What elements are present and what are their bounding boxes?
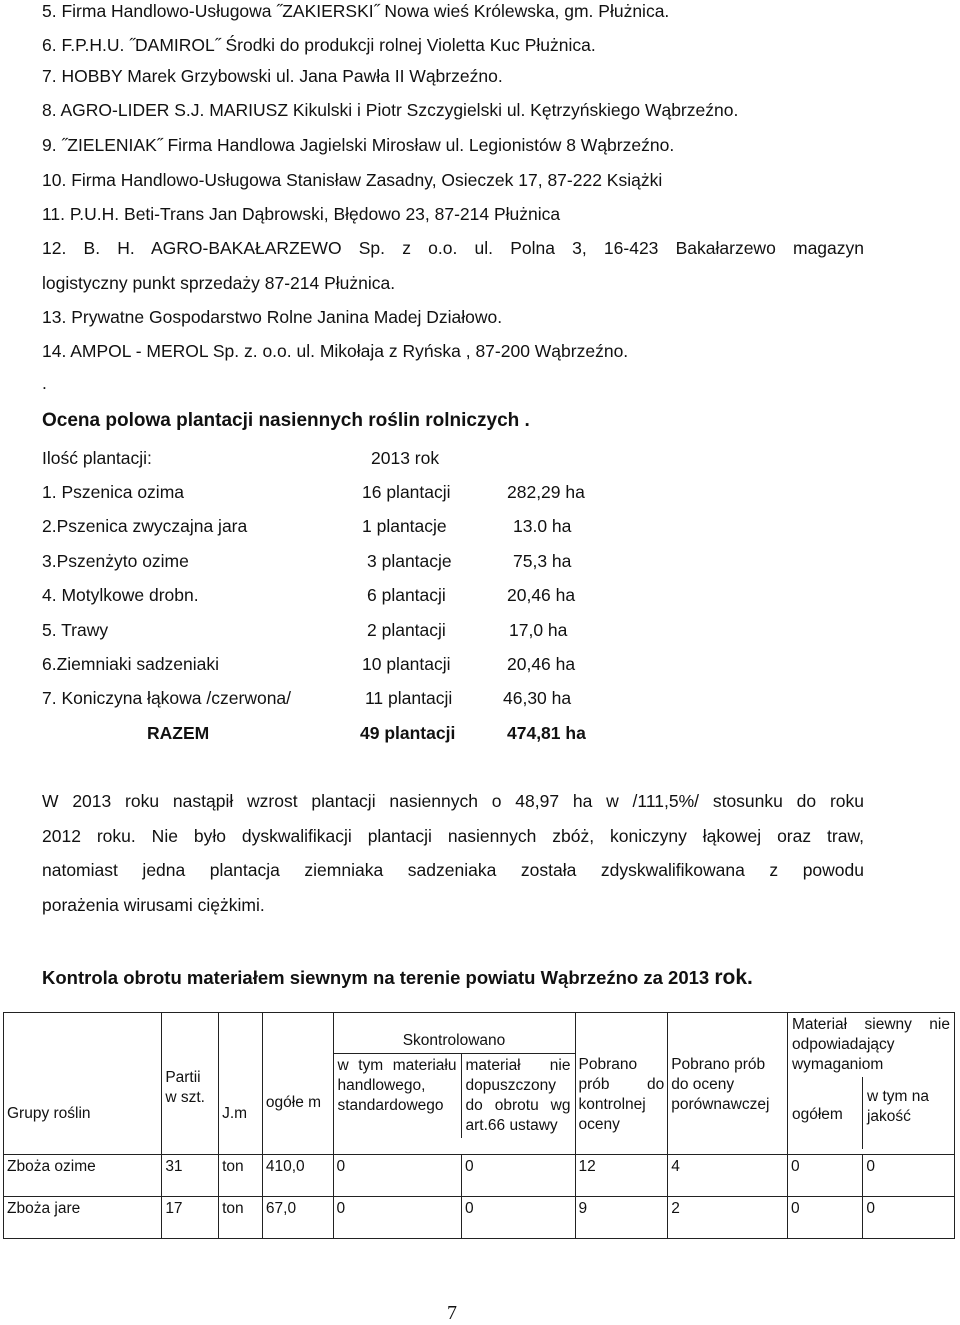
plantation-name: 1. Pszenica ozima (42, 482, 185, 502)
list-item: 13. Prywatne Gospodarstwo Rolne Janina Madej Działowo. (42, 307, 503, 327)
plantation-area: 17,0 ha (509, 620, 568, 640)
plantation-name: 7. Koniczyna łąkowa /czerwona/ (42, 688, 292, 708)
plantation-area: 20,46 ha (507, 654, 576, 674)
plantation-area: 282,29 ha (507, 482, 585, 502)
cell: Zboża ozime (4, 1155, 162, 1197)
list-item (42, 237, 864, 259)
cell: 0 (333, 1197, 462, 1239)
list-item: 6. F.P.H.U. ˝DAMIROL˝ Środki do produkcji rolnej Violetta Kuc Płużnica. (42, 35, 596, 55)
control-heading-main: Kontrola obrotu materiałem siewnym na terenie powiatu Wąbrzeźno za 2013 (42, 967, 710, 988)
header-skontrolowano-group (333, 1013, 575, 1155)
table-row (4, 1155, 955, 1197)
total-count: 49 plantacji (360, 723, 456, 743)
plantation-row-underlined (42, 687, 582, 709)
plantation-count: 11 plantacji (365, 688, 453, 708)
plantation-count: 10 plantacji (362, 654, 451, 674)
plantation-area: 46,30 ha (503, 688, 572, 708)
header-niedopuszczony: materiał nie dopuszczony do obrotu wg art.66 ustawy (465, 1057, 571, 1134)
cell: 0 (462, 1197, 575, 1239)
header-jm: J.m (219, 1013, 263, 1155)
list-item: 10. Firma Handlowo-Usługowa Stanisław Zasadny, Osieczek 17, 87-222 Książki (42, 170, 663, 190)
cell: 0 (787, 1155, 862, 1197)
list-item: 9. ˝ZIELENIAK˝ Firma Handlowa Jagielski Mirosław ul. Legionistów 8 Wąbrzeźno. (42, 135, 675, 155)
cell: Zboża jare (4, 1197, 162, 1239)
cell: ton (219, 1155, 263, 1197)
plantation-name: 4. Motylkowe drobn. (42, 585, 199, 605)
control-heading-suffix: rok. (714, 966, 753, 989)
plantation-name: 3.Pszenżyto ozime (42, 551, 189, 571)
header-skontrolowano: Skontrolowano (402, 1032, 506, 1049)
header-niezgodny-group (787, 1013, 954, 1155)
control-heading (42, 966, 753, 990)
header-jakosc: w tym na jakość (866, 1088, 929, 1125)
cell: 0 (863, 1155, 955, 1197)
cell: 410,0 (262, 1155, 333, 1197)
header-pobrano: Pobrano prób do kontrolnej oceny (575, 1013, 668, 1155)
list-end-dot: . (42, 373, 47, 393)
plantation-count: 2 plantacji (367, 620, 446, 640)
cell: 2 (668, 1197, 788, 1239)
list-item: 11. P.U.H. Beti-Trans Jan Dąbrowski, Błędowo 23, 87-214 Płużnica (42, 204, 561, 224)
plantation-count: 1 plantacje (362, 516, 447, 536)
plantation-count: 16 plantacji (362, 482, 451, 502)
plantations-label: Ilość plantacji: (42, 448, 152, 468)
plantation-area: 13.0 ha (513, 516, 572, 536)
table-row (4, 1197, 955, 1239)
paragraph-line: 2012 roku. Nie było dyskwalifikacji plantacji nasiennych zbóż, koniczyny łąkowej oraz traw, (42, 825, 864, 846)
list-item: 7. HOBBY Marek Grzybowski ul. Jana Pawła II Wąbrzeźno. (42, 66, 503, 86)
cell: ton (219, 1197, 263, 1239)
list-item-continuation: logistyczny punkt sprzedaży 87-214 Płużnica. (42, 273, 396, 293)
total-area: 474,81 ha (507, 723, 586, 743)
summary-paragraph (42, 784, 864, 922)
section-heading: Ocena polowa plantacji nasiennych roślin rolniczych . (42, 410, 530, 431)
plantation-area: 20,46 ha (507, 585, 576, 605)
control-table (3, 1012, 955, 1239)
cell: 0 (863, 1197, 955, 1239)
header-ogolem2: ogółem (788, 1077, 863, 1149)
header-niezgodny-sub (788, 1077, 954, 1149)
cell: 67,0 (262, 1197, 333, 1239)
page-number: 7 (447, 1302, 457, 1324)
total-label: RAZEM (147, 723, 210, 743)
header-pobrano-porownawcze: Pobrano prób do oceny porównawczej (668, 1013, 788, 1155)
plantation-count: 6 plantacji (367, 585, 446, 605)
header-partii: Partii w szt. (162, 1013, 219, 1155)
cell: 17 (162, 1197, 219, 1239)
header-w-tym: w tym materiału handlowego, standardowego (334, 1054, 462, 1138)
cell: 12 (575, 1155, 668, 1197)
list-item: 8. AGRO-LIDER S.J. MARIUSZ Kikulski i Piotr Szczygielski ul. Kętrzyńskiego Wąbrzeźno. (42, 100, 739, 120)
header-skontrolowano-sub (334, 1053, 575, 1138)
list-item: 5. Firma Handlowo-Usługowa ˝ZAKIERSKI˝ Nowa wieś Królewska, gm. Płużnica. (42, 1, 670, 21)
paragraph-line: natomiast jedna plantacja ziemniaka sadzeniaka została zdyskwalifikowana z powodu (42, 860, 864, 881)
header-ogolem: ogółe m (262, 1013, 333, 1155)
cell: 0 (333, 1155, 462, 1197)
paragraph-line: porażenia wirusami ciężkimi. (42, 894, 265, 915)
list-item: 14. AMPOL - MEROL Sp. z. o.o. ul. Mikołaja z Ryńska , 87-200 Wąbrzeźno. (42, 341, 629, 361)
cell: 31 (162, 1155, 219, 1197)
header-group: Grupy roślin (4, 1013, 162, 1155)
plantation-count: 3 plantacje (367, 551, 452, 571)
header-niezgodny: Materiał siewny nie odpowiadający wymaganiom (791, 1016, 950, 1073)
plantation-name: 2.Pszenica zwyczajna jara (42, 516, 248, 536)
plantation-area: 75,3 ha (513, 551, 572, 571)
plantations-year: 2013 rok (371, 448, 440, 468)
cell: 9 (575, 1197, 668, 1239)
list-item-text: 12. B. H. AGRO-BAKAŁARZEWO Sp. z o.o. ul. Polna 3, 16-423 Bakałarzewo magazyn (42, 238, 864, 258)
cell: 0 (462, 1155, 575, 1197)
plantation-name: 6.Ziemniaki sadzeniaki (42, 654, 220, 674)
cell: 0 (787, 1197, 862, 1239)
plantation-name: 5. Trawy (42, 620, 109, 640)
cell: 4 (668, 1155, 788, 1197)
paragraph-line: W 2013 roku nastąpił wzrost plantacji nasiennych o 48,97 ha w /111,5%/ stosunku do roku (42, 791, 864, 811)
